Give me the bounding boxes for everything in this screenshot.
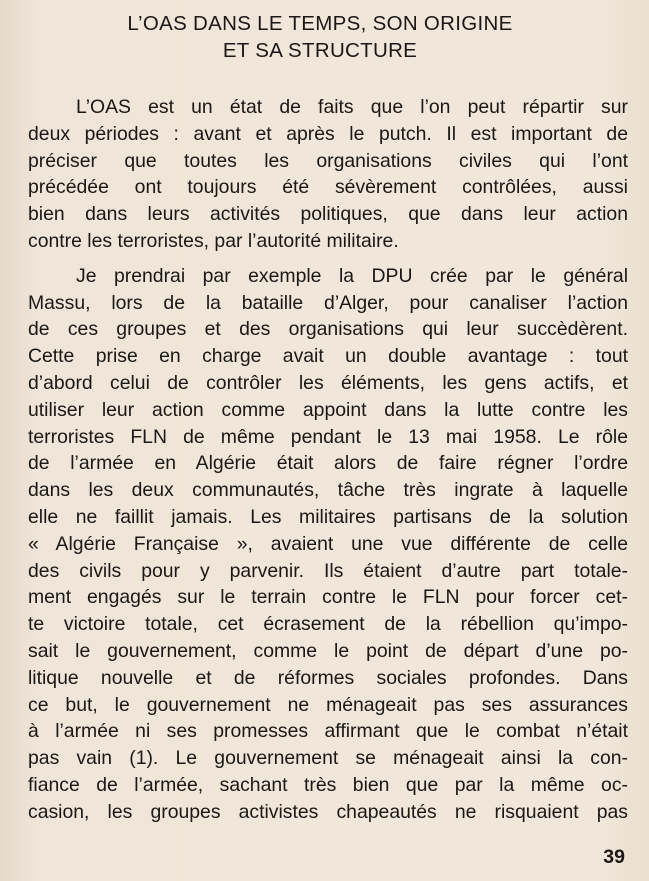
text-line: contre les terroristes, par l’autorité militaire.: [28, 229, 399, 252]
text-line: casion, les groupes activistes chapeautés ne risquaient pas: [28, 800, 628, 823]
text-line: d’abord celui de contrôler les éléments, les gens actifs, et: [28, 371, 628, 394]
text-line: préciser que toutes les organisations civiles qui l’ont: [28, 149, 628, 172]
paragraph-spacer: [28, 255, 628, 263]
chapter-title: [60, 10, 580, 64]
text-line: de l’armée en Algérie était alors de faire régner l’ordre: [28, 452, 628, 475]
text-line: sait le gouvernement, comme le point de départ d’une po-: [28, 639, 628, 662]
text-line: ment engagés sur le terrain contre le FLN pour forcer cet-: [28, 586, 628, 609]
paragraph-2: [28, 263, 628, 826]
text-line: terroristes FLN de même pendant le 13 mai 1958. Le rôle: [28, 425, 628, 448]
body-text: [28, 94, 628, 826]
paragraph-1: [28, 94, 628, 255]
text-line: précédée ont toujours été sévèrement contrôlées, aussi: [28, 176, 628, 199]
chapter-title-line-2: ET SA STRUCTURE: [222, 39, 418, 62]
text-line: fiance de l’armée, sachant très bien que par la même oc-: [28, 773, 628, 796]
text-line: Je prendrai par exemple la DPU crée par le général: [76, 264, 628, 287]
chapter-title-line-1: L’OAS DANS LE TEMPS, SON ORIGINE: [127, 12, 513, 35]
text-line: ce but, le gouvernement ne ménageait pas ses assurances: [28, 693, 628, 716]
text-line: deux périodes : avant et après le putch. Il est important de: [28, 122, 628, 145]
page-number: 39: [603, 846, 625, 868]
text-line: à l’armée ni ses promesses affirmant que le combat n’était: [28, 720, 628, 743]
text-line: dans les deux communautés, tâche très ingrate à laquelle: [28, 479, 628, 502]
text-line: elle ne faillit jamais. Les militaires partisans de la solution: [28, 505, 628, 528]
text-line: pas vain (1). Le gouvernement se ménageait ainsi la con-: [28, 747, 628, 770]
text-line: utiliser leur action comme appoint dans la lutte contre les: [28, 398, 628, 421]
text-line: de ces groupes et des organisations qui leur succèdèrent.: [28, 318, 628, 341]
text-line: des civils pour y parvenir. Ils étaient d’autre part totale-: [28, 559, 628, 582]
text-line: bien dans leurs activités politiques, que dans leur action: [28, 203, 628, 226]
text-line: Massu, lors de la bataille d’Alger, pour canaliser l’action: [28, 291, 628, 314]
text-line: « Algérie Française », avaient une vue différente de celle: [28, 532, 628, 555]
text-line: te victoire totale, cet écrasement de la rébellion qu’impo-: [28, 613, 628, 636]
text-line: L’OAS est un état de faits que l’on peut répartir sur: [76, 96, 628, 118]
text-line: Cette prise en charge avait un double avantage : tout: [28, 345, 628, 368]
text-line: litique nouvelle et de réformes sociales profondes. Dans: [28, 666, 628, 689]
